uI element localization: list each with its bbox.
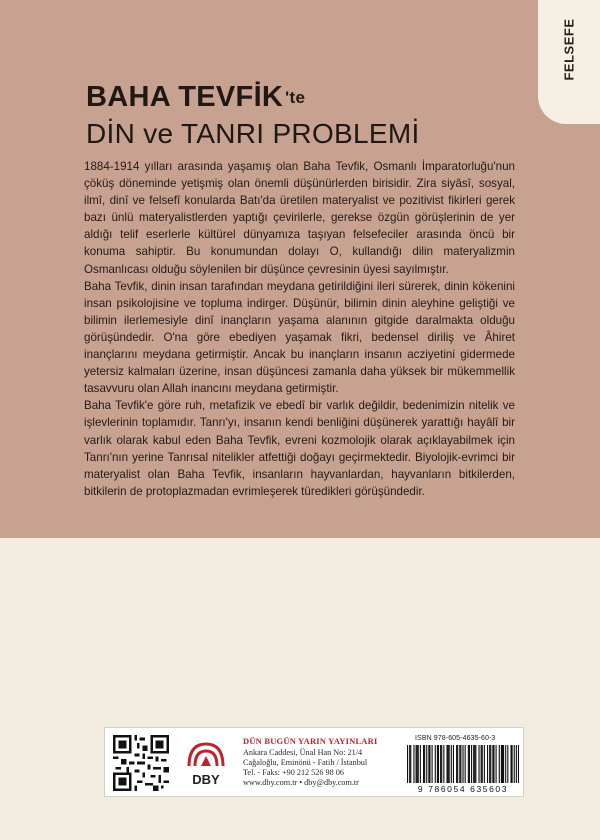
publisher-phone: Tel. - Faks: +90 212 526 98 06 (243, 768, 344, 778)
barcode-bar (409, 745, 410, 783)
publisher-name: DÜN BUGÜN YARIN YAYINLARI (243, 736, 378, 746)
barcode-bar (484, 745, 485, 783)
barcode-bar (468, 745, 469, 783)
barcode-icon (407, 745, 519, 783)
barcode-bar (446, 745, 447, 783)
title-line-1 (86, 83, 420, 112)
barcode-bar (505, 745, 506, 783)
barcode-bar (451, 745, 452, 783)
publisher-logo-icon (183, 738, 229, 788)
barcode-bar (501, 745, 502, 783)
barcode-bar (410, 745, 411, 783)
barcode-bar (456, 745, 457, 783)
publisher-logo-text: DBY (192, 772, 220, 787)
title-line-2: DİN ve TANRI PROBLEMİ (86, 118, 420, 149)
barcode-bar (474, 745, 475, 783)
barcode-bar (457, 745, 458, 783)
barcode-bar (423, 745, 424, 783)
barcode-bar (437, 745, 438, 783)
category-label: FELSEFE (561, 18, 577, 81)
barcode-bar (460, 745, 461, 783)
barcode-bar (481, 745, 482, 783)
barcode-bar (471, 745, 472, 783)
barcode-bar (516, 745, 517, 783)
barcode-bar (478, 745, 479, 783)
publisher-address-1: Ankara Caddesi, Ünal Han No: 21/4 (243, 748, 363, 757)
publisher-web: www.dby.com.tr • dby@dby.com.tr (243, 778, 359, 788)
barcode-bar (514, 745, 515, 783)
barcode-bar (462, 745, 463, 783)
blurb-paragraph: 1884-1914 yılları arasında yaşamış olan Baha Tevfik, Osmanlı İmparatorluğu'nun çöküş döneminde yetişmiş olan önemli düşünürlerden birisidir. Zira siyâsî, sosyal, ilmî, dinî ve felsefî konularda Batı'da üretilen materyalist ve pozitivist fikirleri gerek bazı ünlü materyalistlerden yaptığı çevirilerle, gerekse özgün görüşlerinin de yer aldığı telif eserlerle kültürel dünyamıza taşıyan felsefeciler arasında öncü bir konuma sahiptir. Bu konumundan dolayı O, kullandığı dilin materyalizmin Osmanlıcası olduğu söylenilen bir düşünce çevresinin üyesi sayılmıştır. (84, 160, 515, 276)
barcode-bar (407, 745, 408, 783)
isbn-label: ISBN 978-605-4635-60-3 (415, 735, 496, 742)
barcode-bar (482, 745, 483, 783)
qr-code-icon (113, 735, 169, 791)
barcode-bar (465, 745, 466, 783)
title-author: BAHA TEVFİK (86, 81, 284, 113)
barcode-bar (459, 745, 460, 783)
barcode-bar (507, 745, 508, 783)
barcode-bar (503, 745, 504, 783)
category-tab (538, 0, 600, 124)
barcode-bar (426, 745, 427, 783)
barcode-bar (510, 745, 511, 783)
barcode-bar (449, 745, 450, 783)
publisher-colophon (104, 727, 524, 797)
barcode-bar (435, 745, 436, 783)
barcode-bar (492, 745, 493, 783)
barcode-bar (416, 745, 417, 783)
barcode-bar (441, 745, 442, 783)
barcode-bar (496, 745, 497, 783)
barcode-bar (487, 745, 488, 783)
barcode-bar (413, 745, 414, 783)
barcode-bar (418, 745, 419, 783)
barcode-bar (438, 745, 439, 783)
barcode-digits: 9 786054 635603 (417, 784, 509, 794)
barcode-bar (489, 745, 490, 783)
barcode-bar (453, 745, 454, 783)
barcode-bar (428, 745, 429, 783)
barcode-bar (448, 745, 449, 783)
blurb-paragraph: Baha Tevfik, dinin insan tarafından meydana getirildiğini ileri sürerek, dinin kökenini insan psikolojisine ve topluma indirger. Düşünür, bilimin dinin aleyhine geliştiği ve bilimin ilerlemesiyle dinî inançların yaşama alanının gitgide daralmakta olduğu görüşündedir. O'na göre ebediyen yaşamak fikri, bedensel diriliş ve Âhiret inançlarını meydana getirmiştir. Ancak bu inançların insanın acziyetini gidermede yetersiz kalmaları üzerine, insan düşüncesi zamanla daha yüksek bir mükemmellik tasavvuru olan Allah inancını meydana getirmiştir. (84, 279, 515, 396)
barcode-bar (469, 745, 470, 783)
barcode-bar (518, 745, 519, 783)
publisher-contact (243, 748, 367, 788)
barcode-bar (502, 745, 503, 783)
barcode-bar (512, 745, 513, 783)
blurb-paragraph: Baha Tevfik'e göre ruh, metafizik ve ebedî bir varlık değildir, bedenimizin nitelik ve işlevlerinin toplamıdır. Tanrı'yı, insanın kendi benliğini düşünerek yarattığı hayâlî bir varlık olarak kabul eden Baha Tevfik, evreni kozmolojik olarak açıklayabilmek için Tanrı'nın yerine Tanrısal nitelikler atfettiği doğayı geçirmektedir. Biyolojik-evrimci bir materyalist olan Baha Tevfik, insanların hayvanlardan, hayvanların bitkilerden, bitkilerin de protoplazmadan evrimleşerek türedikleri görüşündedir. (84, 399, 515, 498)
barcode-bar (429, 745, 430, 783)
publisher-address-2: Cağaloğlu, Eminönü - Fatih / İstanbul (243, 758, 368, 768)
barcode-bar (424, 745, 425, 783)
title-suffix: 'te (285, 88, 306, 107)
back-cover-blurb (84, 158, 515, 500)
barcode-bar (493, 745, 494, 783)
barcode-bar (417, 745, 418, 783)
barcode-bar (432, 745, 433, 783)
barcode-bar (473, 745, 474, 783)
book-title (86, 83, 420, 148)
barcode-bar (475, 745, 476, 783)
barcode-bar (420, 745, 421, 783)
barcode-bar (499, 745, 500, 783)
barcode-bar (443, 745, 444, 783)
barcode-bar (490, 745, 491, 783)
barcode-bar (440, 745, 441, 783)
